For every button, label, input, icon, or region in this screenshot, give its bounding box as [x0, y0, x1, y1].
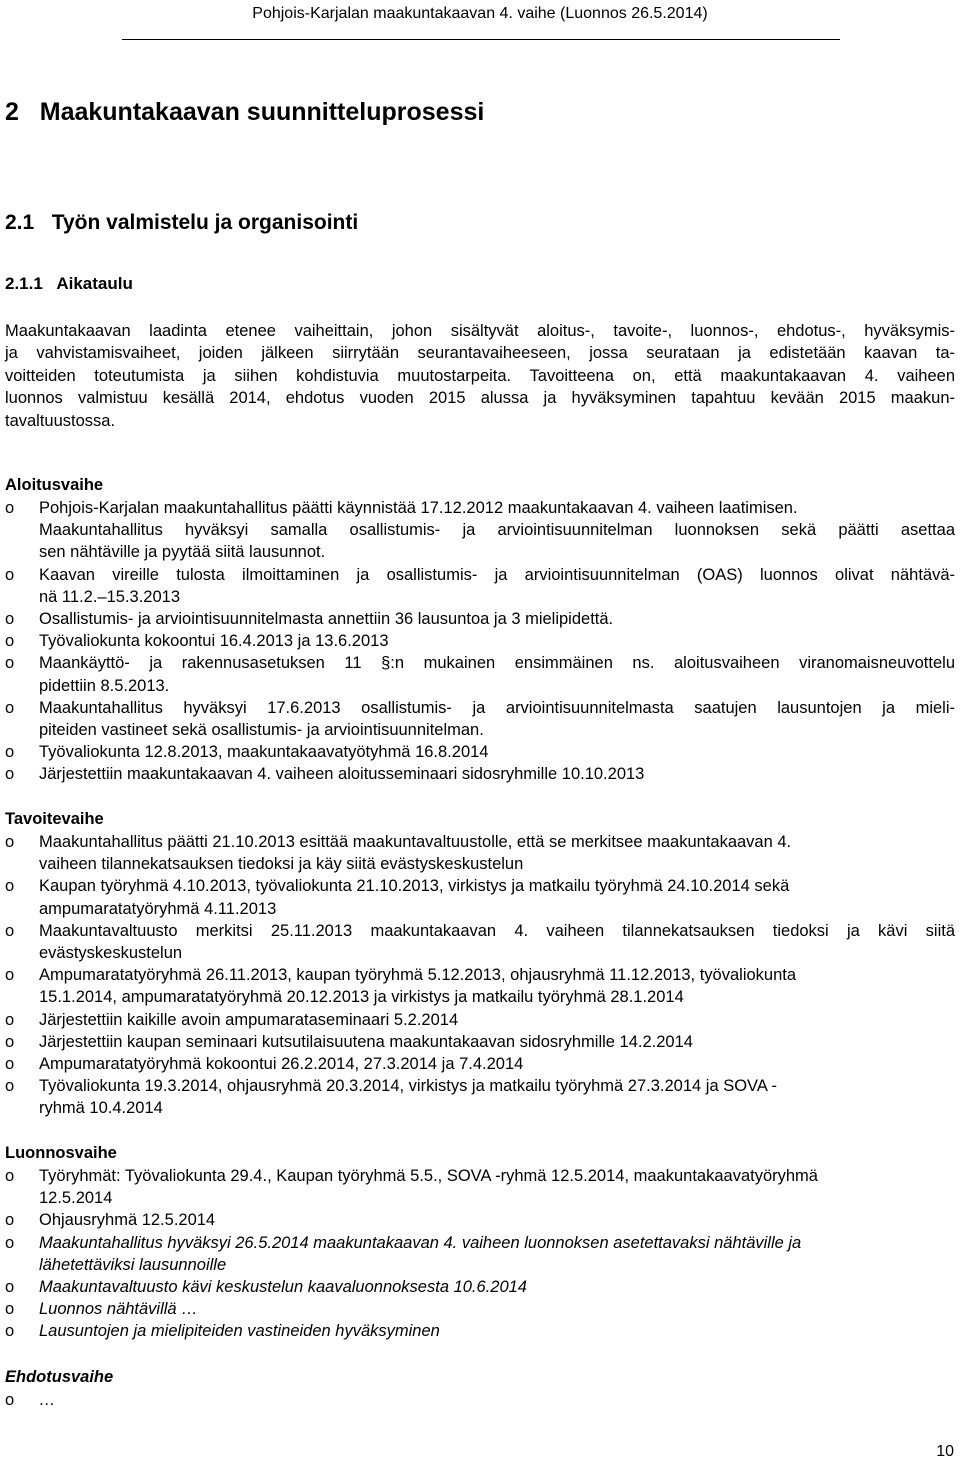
item-line: Kaavan vireille tulosta ilmoittaminen ja osallistumis- ja arviointisuunnitelman (OAS) luonnos olivat nähtävä-: [39, 565, 955, 584]
item-line: Järjestettiin kaupan seminaari kutsutilaisuutena maakuntakaavan sidosryhmille 14.2.2014: [39, 1032, 693, 1051]
item-line: Luonnos nähtävillä …: [39, 1300, 198, 1319]
intro-paragraph: [5, 320, 955, 432]
bullet-icon: o: [5, 966, 15, 985]
item-line: ampumaratatyöryhmä 4.11.2013: [39, 899, 277, 918]
item-line: 15.1.2014, ampumaratatyöryhmä 20.12.2013 ja virkistys ja matkailu työryhmä 28.1.2014: [39, 988, 684, 1007]
list-item: [5, 1209, 955, 1231]
item-line: Järjestettiin maakuntakaavan 4. vaiheen aloitusseminaari sidosryhmille 10.10.2013: [39, 765, 645, 784]
bullet-icon: o: [5, 1300, 15, 1319]
bullet-icon: o: [5, 1054, 15, 1073]
bullet-icon: o: [5, 877, 15, 896]
list-item: [5, 697, 955, 741]
item-line: piteiden vastineet sekä osallistumis- ja arviointisuunnitelman.: [39, 720, 484, 739]
list-item: [5, 630, 955, 652]
list-item: [5, 608, 955, 630]
list-item: [5, 497, 955, 564]
list-item: [5, 1320, 955, 1342]
item-line: Maakuntavaltuusto kävi keskustelun kaavaluonnoksesta 10.6.2014: [39, 1277, 527, 1296]
subsection-heading: 2.1.1 Aikataulu: [5, 274, 133, 293]
item-line: Lausuntojen ja mielipiteiden vastineiden hyväksyminen: [39, 1322, 440, 1341]
list-item: [5, 1031, 955, 1053]
item-line: lähetettäviksi lausunnoille: [39, 1255, 227, 1274]
bullet-icon: o: [5, 632, 15, 651]
item-line: Maakuntahallitus hyväksyi 26.5.2014 maakuntakaavan 4. vaiheen luonnoksen asetettavaksi nähtäville ja: [39, 1233, 802, 1252]
bullet-icon: o: [5, 499, 15, 517]
bullet-icon: o: [5, 1077, 15, 1096]
bullet-icon: o: [5, 765, 15, 784]
bullet-icon: o: [5, 1167, 15, 1185]
list-item: [5, 875, 955, 919]
bullet-icon: o: [5, 1211, 15, 1230]
phase-list-luonnosvaihe: [5, 1165, 955, 1343]
list-item: [5, 1298, 955, 1320]
list-item: [5, 1009, 955, 1031]
item-line: Ohjausryhmä 12.5.2014: [39, 1211, 216, 1230]
list-item: [5, 564, 955, 608]
item-line: Työvaliokunta 19.3.2014, ohjausryhmä 20.3.2014, virkistys ja matkailu työryhmä 27.3.2014 ja SOVA -: [39, 1077, 778, 1096]
bullet-icon: o: [5, 609, 15, 628]
item-line: Työvaliokunta 12.8.2013, maakuntakaavatyötyhmä 16.8.2014: [39, 743, 489, 762]
phase-title-luonnosvaihe: Luonnosvaihe: [5, 1144, 117, 1162]
phase-title-tavoitevaihe: Tavoitevaihe: [5, 810, 104, 828]
intro-line: ja vahvistamisvaiheet, joiden jälkeen siirrytään seurantavaiheeseen, jossa seurataan ja edistetään kaavan ta-: [5, 344, 955, 363]
item-line: Osallistumis- ja arviointisuunnitelmasta annettiin 36 lausuntoa ja 3 mielipidettä.: [39, 609, 614, 628]
item-line: Työryhmät: Työvaliokunta 29.4., Kaupan työryhmä 5.5., SOVA -ryhmä 12.5.2014, maakuntakaavatyöryhmä: [39, 1167, 818, 1185]
item-line: nä 11.2.–15.3.2013: [39, 587, 180, 606]
bullet-icon: o: [5, 654, 15, 673]
header-rule: [122, 39, 840, 40]
bullet-icon: o: [5, 1233, 15, 1252]
list-item: [5, 1232, 955, 1276]
item-line: Ampumaratatyöryhmä 26.11.2013, kaupan työryhmä 5.12.2013, ohjausryhmä 11.12.2013, työvaliokunta: [39, 966, 797, 985]
bullet-icon: o: [5, 1391, 15, 1409]
item-line: 12.5.2014: [39, 1189, 113, 1208]
bullet-icon: o: [5, 1032, 15, 1051]
list-item: [5, 652, 955, 696]
bullet-icon: o: [5, 833, 15, 851]
item-line: Pohjois-Karjalan maakuntahallitus päätti käynnistää 17.12.2012 maakuntakaavan 4. vaiheen laatimisen.: [39, 499, 798, 517]
phase-title-aloitusvaihe: Aloitusvaihe: [5, 476, 104, 494]
item-line: Työvaliokunta kokoontui 16.4.2013 ja 13.6.2013: [39, 632, 389, 651]
list-item: [5, 763, 955, 785]
item-line: Järjestettiin kaikille avoin ampumarataseminaari 5.2.2014: [39, 1010, 459, 1029]
bullet-icon: o: [5, 1277, 15, 1296]
bullet-icon: o: [5, 565, 15, 584]
item-line: evästyskeskustelun: [39, 943, 183, 962]
item-line: vaiheen tilannekatsauksen tiedoksi ja käy siitä evästyskeskustelun: [39, 855, 524, 874]
running-header: Pohjois-Karjalan maakuntakaavan 4. vaihe (Luonnos 26.5.2014): [252, 5, 708, 22]
item-line: …: [39, 1391, 56, 1409]
list-item: [5, 1276, 955, 1298]
item-line: sen nähtäville ja pyytää siitä lausunnot.: [39, 543, 326, 562]
intro-line: voitteiden toteutumista ja siihen kohdistuvia muutostarpeita. Tavoitteena on, että maakuntakaavan 4. vaiheen: [5, 366, 955, 385]
bullet-icon: o: [5, 1322, 15, 1341]
list-item: [5, 1389, 955, 1411]
list-item: [5, 964, 955, 1008]
list-item: [5, 1165, 955, 1209]
bullet-icon: o: [5, 698, 15, 717]
list-item: [5, 920, 955, 964]
item-line: Kaupan työryhmä 4.10.2013, työvaliokunta 21.10.2013, virkistys ja matkailu työryhmä 24.10.2014 sekä: [39, 877, 790, 896]
phase-list-aloitusvaihe: [5, 497, 955, 785]
item-line: Maankäyttö- ja rakennusasetuksen 11 §:n mukainen ensimmäinen ns. aloitusvaiheen viranomaisneuvottelu: [39, 654, 955, 673]
list-item: [5, 1053, 955, 1075]
phase-title-ehdotusvaihe: Ehdotusvaihe: [5, 1368, 114, 1386]
phase-list-ehdotusvaihe: [5, 1389, 955, 1411]
item-line: Maakuntahallitus hyväksyi 17.6.2013 osallistumis- ja arviointisuunnitelmasta saatujen lausuntojen ja mieli-: [39, 698, 955, 717]
section-heading: 2.1 Työn valmistelu ja organisointi: [5, 211, 359, 234]
bullet-icon: o: [5, 921, 15, 940]
item-line: Maakuntavaltuusto merkitsi 25.11.2013 maakuntakaavan 4. vaiheen tilannekatsauksen tiedoksi ja kävi siitä: [39, 921, 955, 940]
bullet-icon: o: [5, 743, 15, 762]
item-line: Maakuntahallitus hyväksyi samalla osallistumis- ja arviointisuunnitelman luonnoksen sekä päätti asettaa: [39, 521, 955, 540]
intro-line: luonnos valmistuu kesällä 2014, ehdotus vuoden 2015 alussa ja hyväksyminen tapahtuu kevään 2015 maakun-: [5, 389, 955, 408]
list-item: [5, 831, 955, 875]
chapter-heading: 2 Maakuntakaavan suunnitteluprosessi: [5, 98, 485, 126]
bullet-icon: o: [5, 1010, 15, 1029]
item-line: Maakuntahallitus päätti 21.10.2013 esittää maakuntavaltuustolle, että se merkitsee maakuntakaavan 4.: [39, 833, 792, 851]
list-item: [5, 1075, 955, 1119]
item-line: ryhmä 10.4.2014: [39, 1099, 163, 1118]
item-line: Ampumaratatyöryhmä kokoontui 26.2.2014, 27.3.2014 ja 7.4.2014: [39, 1054, 524, 1073]
page-number: 10: [936, 1443, 954, 1460]
intro-line: tavaltuustossa.: [5, 411, 116, 430]
list-item: [5, 741, 955, 763]
phase-list-tavoitevaihe: [5, 831, 955, 1119]
item-line: pidettiin 8.5.2013.: [39, 676, 170, 695]
intro-line: Maakuntakaavan laadinta etenee vaiheittain, johon sisältyvät aloitus-, tavoite-, luonnos-, ehdotus-, hyväksymis-: [5, 322, 955, 340]
